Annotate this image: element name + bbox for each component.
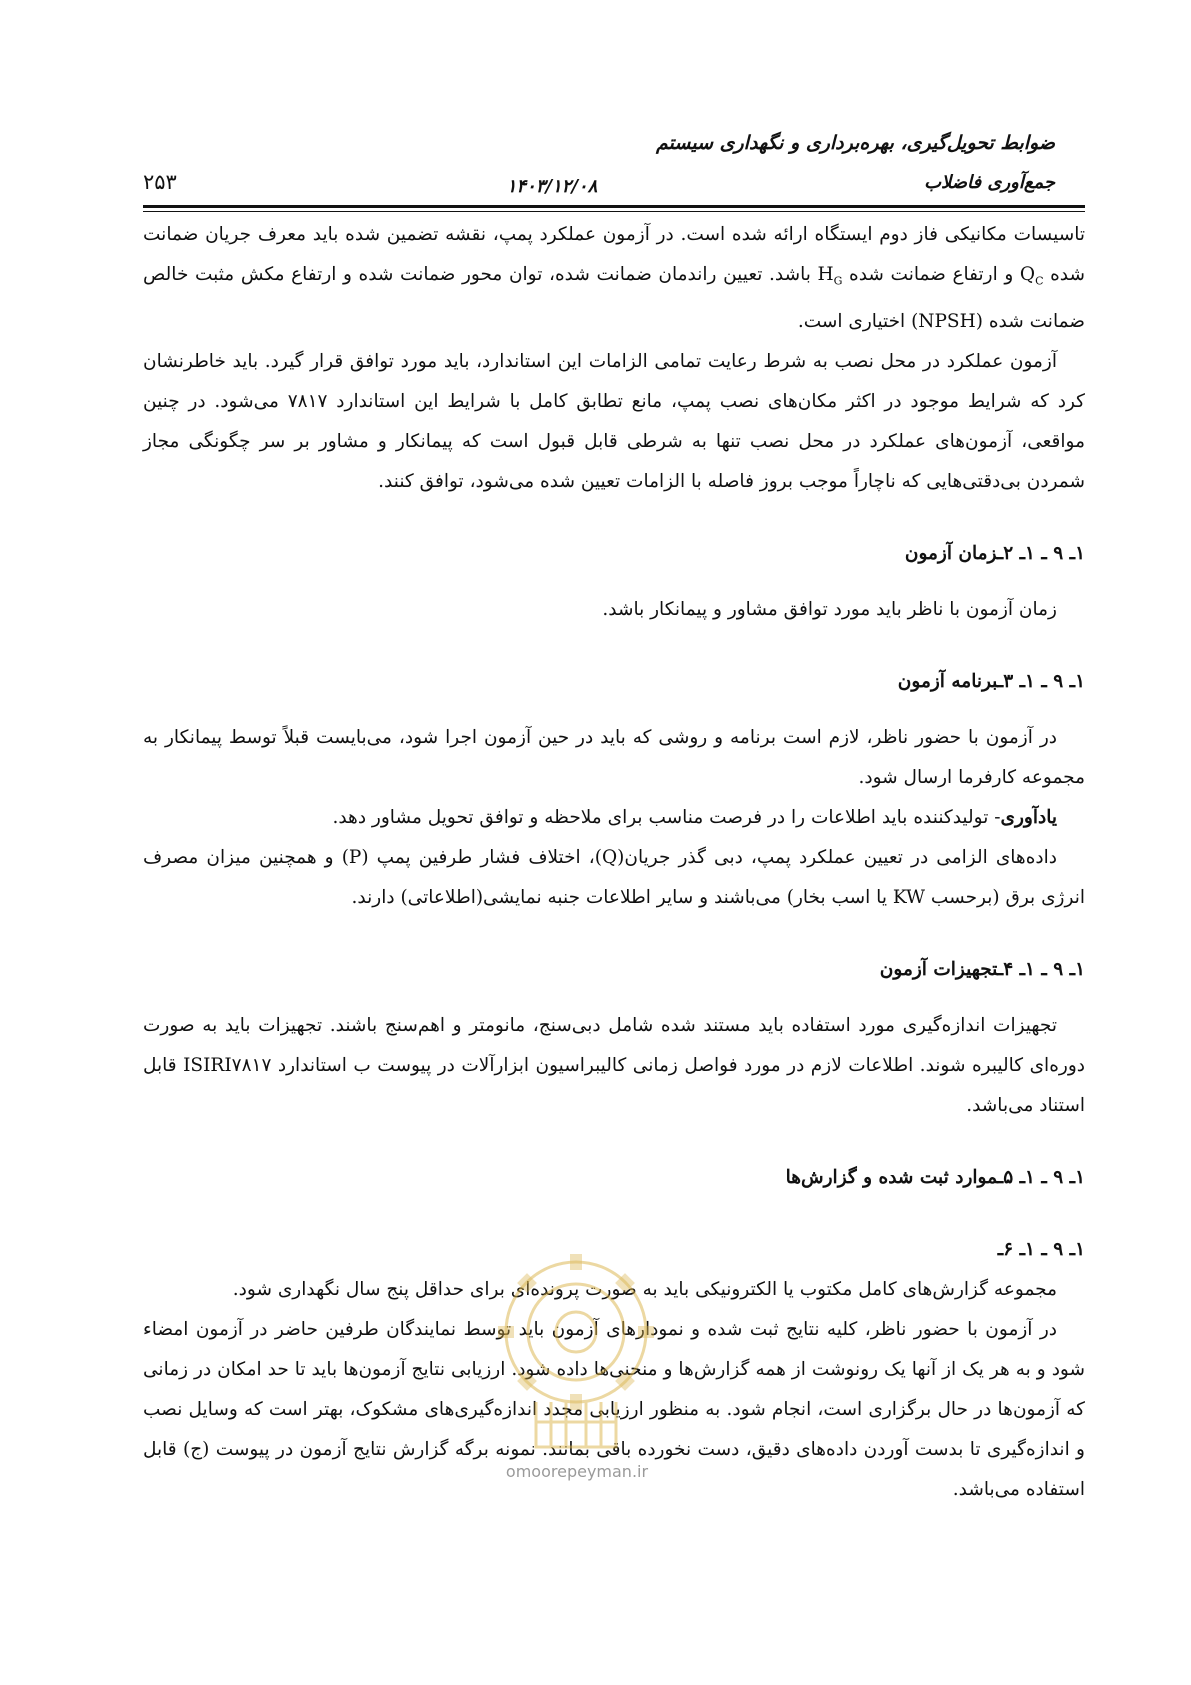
header-rule-thin (143, 211, 1085, 212)
watermark-logo (476, 1232, 676, 1462)
header-title: ضوابط تحویل‌گیری، بهره‌برداری و نگهداری سیستم (656, 132, 1055, 154)
paragraph-test-time: زمان آزمون با ناظر باید مورد توافق مشاور و پیمانکار باشد. (602, 598, 1057, 620)
heading-records-reports: ۱ـ ۹ ـ ۱ـ ۵ـموارد ثبت شده و گزارش‌ها (785, 1166, 1085, 1188)
note-paragraph (143, 798, 1085, 838)
note-text: - تولیدکننده باید اطلاعات را در فرصت مناسب برای ملاحظه و توافق تحویل مشاور دهد. (332, 806, 1001, 828)
paragraph-site-test: آزمون عملکرد در محل نصب به شرط رعایت تمامی الزامات این استاندارد، باید مورد توافق قرار گیرد. باید خاطرنشان کرد که شرایط موجود در اکثر مکان‌های نصب پمپ، مانع تطابق کامل با شرایط این استاندارد ۷۸۱۷ می‌شود. در چنین مواقعی، آزمون‌های عملکرد در محل نصب تنها به شرطی قابل قبول است که پیمانکار و مشاور بر سر چگونگی مجاز شمردن بی‌دقتی‌هایی که ناچاراً موجب بروز فاصله با الزامات تعیین شده می‌شود، توافق کنند. (143, 350, 1085, 492)
paragraph-witnessed-test: در آزمون با حضور ناظر، کلیه نتایج ثبت شده و نمودارهای آزمون باید توسط نمایندگان طرفین حاضر در آزمون امضاء شود و به هر یک از آنها یک رونوشت از همه گزارش‌ها و منحنی‌ها داده شود. ارزیابی نتایج آزمون‌ها باید تا حد امکان در زمانی که آزمون‌ها در حال برگزاری است، انجام شود. به منظور ارزیابی مجدد اندازه‌گیری‌های مشکوک، بهتر است که وسایل نصب و اندازه‌گیری تا بدست آوردن داده‌های دقیق، دست نخورده باقی بمانند. نمونه برگه گزارش نتایج آزمون در پیوست (ج) قابل استفاده می‌باشد. (143, 1318, 1085, 1500)
header-subtitle: جمع‌آوری فاضلاب (924, 172, 1055, 193)
header-date: ۱۴۰۳/۱۲/۰۸ (506, 176, 598, 197)
header-rule-thick (143, 205, 1085, 208)
paragraph-pump-performance: تاسیسات مکانیکی فاز دوم ایستگاه ارائه شده است. در آزمون عملکرد پمپ، نقشه تضمین شده باید معرف جریان ضمانت شده $Q_C$ و ارتفاع ضمانت شده $H_G$ باشد. تعیین راندمان ضمانت شده، توان محور ضمانت شده و ارتفاع مکش مثبت خالص ضمانت شده (NPSH) اختیاری است. (143, 224, 1085, 332)
heading-section-6: ۱ـ ۹ ـ ۱ـ ۶ـ (997, 1238, 1085, 1260)
note-label: یادآوری (1000, 806, 1057, 828)
heading-test-time: ۱ـ ۹ ـ ۱ـ ۲ـزمان آزمون (904, 542, 1085, 564)
page-number: ۲۵۳ (143, 170, 177, 194)
paragraph-required-data: داده‌های الزامی در تعیین عملکرد پمپ، دبی گذر جریان(Q)، اختلاف فشار طرفین پمپ (P) و همچنین میزان مصرف انرژی برق (برحسب KW یا اسب بخار) می‌باشند و سایر اطلاعات جنبه نمایشی(اطلاعاتی) دارند. (143, 846, 1085, 908)
heading-test-equipment: ۱ـ ۹ ـ ۱ـ ۴ـتجهیزات آزمون (879, 958, 1085, 980)
paragraph-test-program: در آزمون با حضور ناظر، لازم است برنامه و روشی که باید در حین آزمون اجرا شود، می‌بایست قبلاً توسط پیمانکار به مجموعه کارفرما ارسال شود. (143, 726, 1085, 788)
paragraph-reports-archive: مجموعه گزارش‌های کامل مکتوب یا الکترونیکی باید به صورت پرونده‌ای برای حداقل پنج سال نگهداری شود. (232, 1278, 1057, 1300)
heading-test-program: ۱ـ ۹ ـ ۱ـ ۳ـبرنامه آزمون (897, 670, 1085, 692)
watermark-url: omoorepeyman.ir (505, 1462, 649, 1481)
paragraph-test-equipment: تجهیزات اندازه‌گیری مورد استفاده باید مستند شده شامل دبی‌سنج، مانومتر و اهم‌سنج باشند. تجهیزات باید به صورت دوره‌ای کالیبره شوند. اطلاعات لازم در مورد فواصل زمانی کالیبراسیون ابزارآلات در پیوست ب استاندارد ISIRI۷۸۱۷ قابل استناد می‌باشد. (143, 1014, 1085, 1116)
